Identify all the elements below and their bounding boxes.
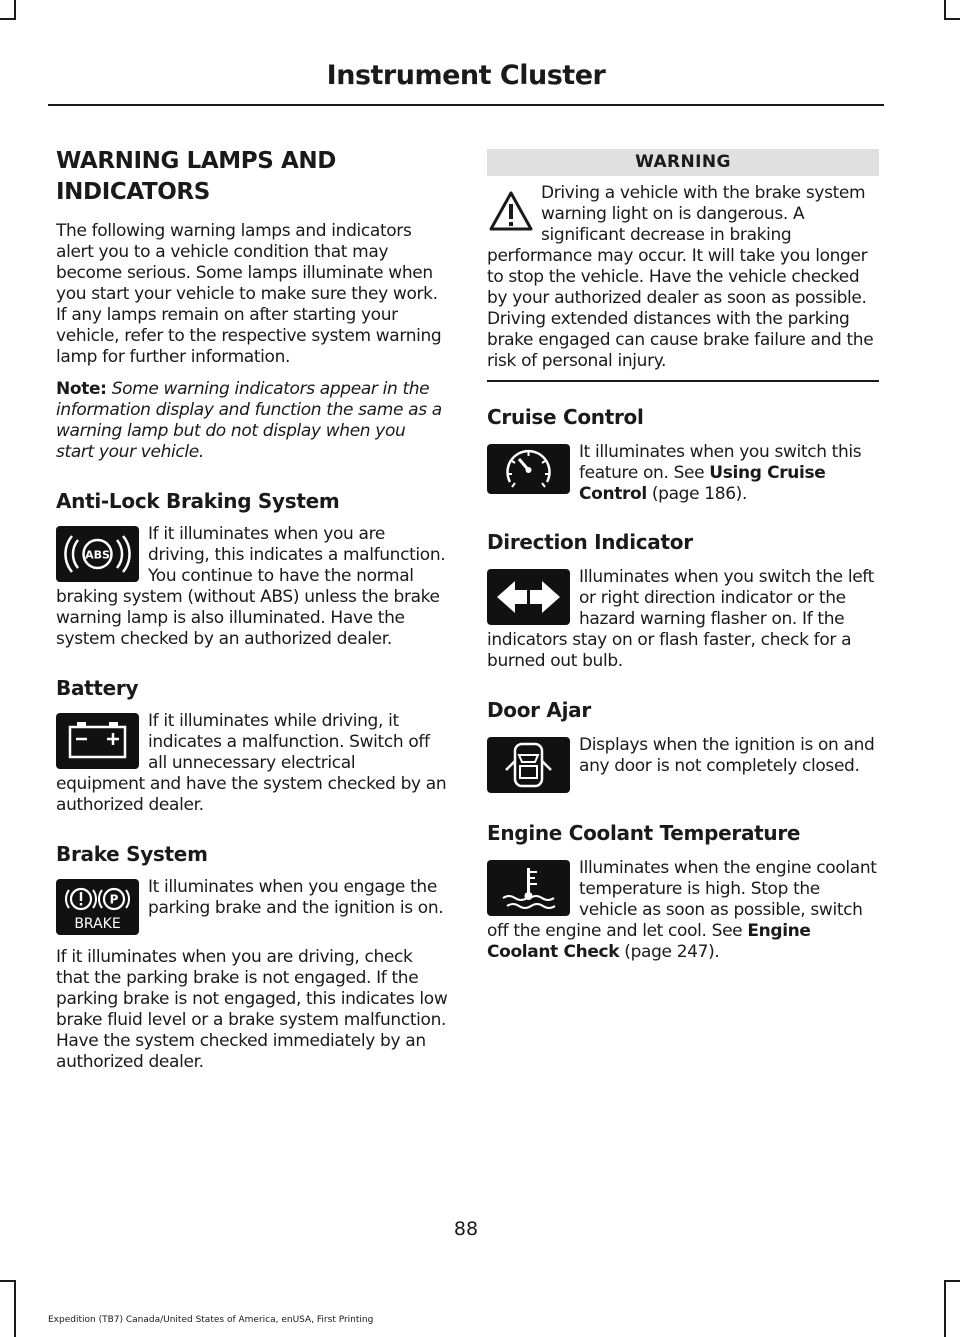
crop-mark (944, 0, 946, 20)
right-column (487, 149, 879, 963)
warning-bar: WARNING (487, 149, 879, 176)
coolant-temperature-icon (487, 860, 570, 916)
door-block (487, 735, 879, 795)
note-text: Some warning indicators appear in the information display and function the same as a warning lamp but do not display when you start your vehicle. (56, 379, 442, 462)
battery-text: If it illuminates while driving, it indicates a malfunction. Switch off all unnecessary electrical equipment and have the system checked by an authorized dealer. (56, 711, 447, 815)
door-title: Door Ajar (487, 698, 591, 722)
svg-text:P: P (109, 892, 119, 907)
page-header-title: Instrument Cluster (326, 60, 606, 91)
cruise-text-body: It illuminates when you switch this feature on. See (579, 442, 862, 483)
abs-block (56, 524, 448, 650)
crop-mark (14, 0, 16, 20)
coolant-title: Engine Coolant Temperature (487, 821, 801, 845)
page-number: 88 (453, 1218, 479, 1240)
left-column (56, 146, 448, 1073)
cruise-title: Cruise Control (487, 405, 644, 429)
crop-mark (946, 1280, 960, 1282)
brake-title: Brake System (56, 842, 208, 866)
door-ajar-icon (487, 737, 570, 793)
header-rule (48, 104, 884, 106)
coolant-block (487, 858, 879, 963)
abs-title: Anti-Lock Braking System (56, 489, 340, 513)
abs-text: If it illuminates when you are driving, this indicates a malfunction. You continue to have the normal braking system (without ABS) unless the brake warning lamp is also illuminated. Have the system checked by an authorized dealer. (56, 524, 446, 649)
brake-text-2: If it illuminates when you are driving, check that the parking brake is not engaged. If the parking brake is not engaged, this indicates low brake fluid level or a brake system malfunction. Have the system checked immediately by an authorized dealer. (56, 947, 448, 1072)
abs-icon (56, 526, 139, 582)
coolant-link[interactable]: Engine Coolant Check (487, 921, 811, 962)
crop-mark (944, 1280, 946, 1337)
battery-icon (56, 713, 139, 769)
svg-text:ABS: ABS (85, 548, 110, 562)
brake-block (56, 877, 448, 937)
direction-title: Direction Indicator (487, 530, 693, 554)
battery-block (56, 711, 448, 816)
direction-arrows-icon (487, 569, 570, 625)
crop-mark (14, 1280, 16, 1337)
door-text: Displays when the ignition is on and any door is not completely closed. (579, 735, 875, 776)
crop-mark (946, 18, 960, 20)
warning-triangle-icon (487, 187, 535, 237)
intro-paragraph: The following warning lamps and indicators alert you to a vehicle condition that may become serious. Some lamps illuminate when you start your vehicle to make sure they work. If any lamps remain on after starting your vehicle, refer to the respective system warning lamp for further information. (56, 221, 442, 367)
cruise-control-icon (487, 444, 570, 494)
warning-text: Driving a vehicle with the brake system warning light on is dangerous. A significant decrease in braking performance may occur. It will take you longer to stop the vehicle. Have the vehicle checked by your authorized dealer as soon as possible. Driving extended distances with the parking brake engaged can cause brake failure and the risk of personal injury. (487, 183, 874, 371)
cruise-block (487, 442, 879, 505)
warning-block (487, 183, 879, 372)
cruise-link[interactable]: Using Cruise Control (579, 463, 826, 504)
coolant-text-body: Illuminates when the engine coolant temperature is high. Stop the vehicle as soon as possible, switch off the engine and let cool. See (487, 858, 877, 941)
direction-block (487, 567, 879, 672)
coolant-ref: (page 247). (624, 942, 720, 962)
brake-icon-label: BRAKE (74, 916, 121, 932)
brake-icon (56, 879, 139, 935)
crop-mark (0, 1280, 14, 1282)
battery-title: Battery (56, 676, 139, 700)
section-heading: WARNING LAMPS AND INDICATORS (56, 148, 336, 205)
direction-text: Illuminates when you switch the left or right direction indicator or the hazard warning flasher on. If the indicators stay on or flash faster, check for a burned out bulb. (487, 567, 874, 671)
note-paragraph (56, 379, 448, 463)
warning-rule (487, 380, 879, 382)
footer-text: Expedition (TB7) Canada/United States of America, enUSA, First Printing (48, 1315, 374, 1325)
note-label: Note: (56, 379, 107, 399)
crop-mark (0, 18, 14, 20)
cruise-ref: (page 186). (651, 484, 748, 504)
brake-text-1: It illuminates when you engage the parking brake and the ignition is on. (148, 877, 444, 918)
